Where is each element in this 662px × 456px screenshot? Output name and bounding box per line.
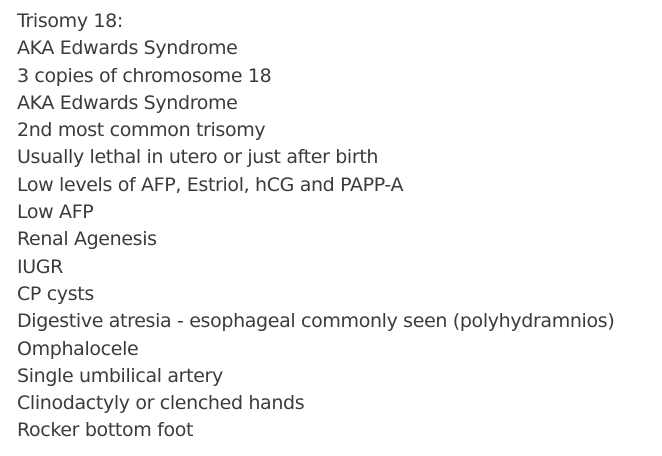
note-title: Trisomy 18: (17, 10, 123, 32)
note-line: 3 copies of chromosome 18 (17, 64, 272, 87)
note-line: Low AFP (17, 201, 94, 224)
note-line: Usually lethal in utero or just after birth (17, 146, 379, 169)
note-line: Single umbilical artery (17, 364, 223, 387)
note-line: Renal Agenesis (17, 228, 157, 251)
note-line: 2nd most common trisomy (17, 119, 266, 142)
note-line: Low levels of AFP, Estriol, hCG and PAPP-A (17, 173, 404, 196)
note-line: Omphalocele (17, 337, 139, 360)
note-line: Clinodactyly or clenched hands (17, 392, 305, 415)
note-line: IUGR (17, 255, 64, 278)
note-line: AKA Edwards Syndrome (17, 37, 238, 60)
note-line: AKA Edwards Syndrome (17, 91, 238, 114)
note-line: Digestive atresia - esophageal commonly seen (polyhydramnios) (17, 310, 615, 333)
note-line: CP cysts (17, 282, 94, 305)
note-line: Rocker bottom foot (17, 419, 194, 442)
note-text-block (17, 8, 658, 445)
